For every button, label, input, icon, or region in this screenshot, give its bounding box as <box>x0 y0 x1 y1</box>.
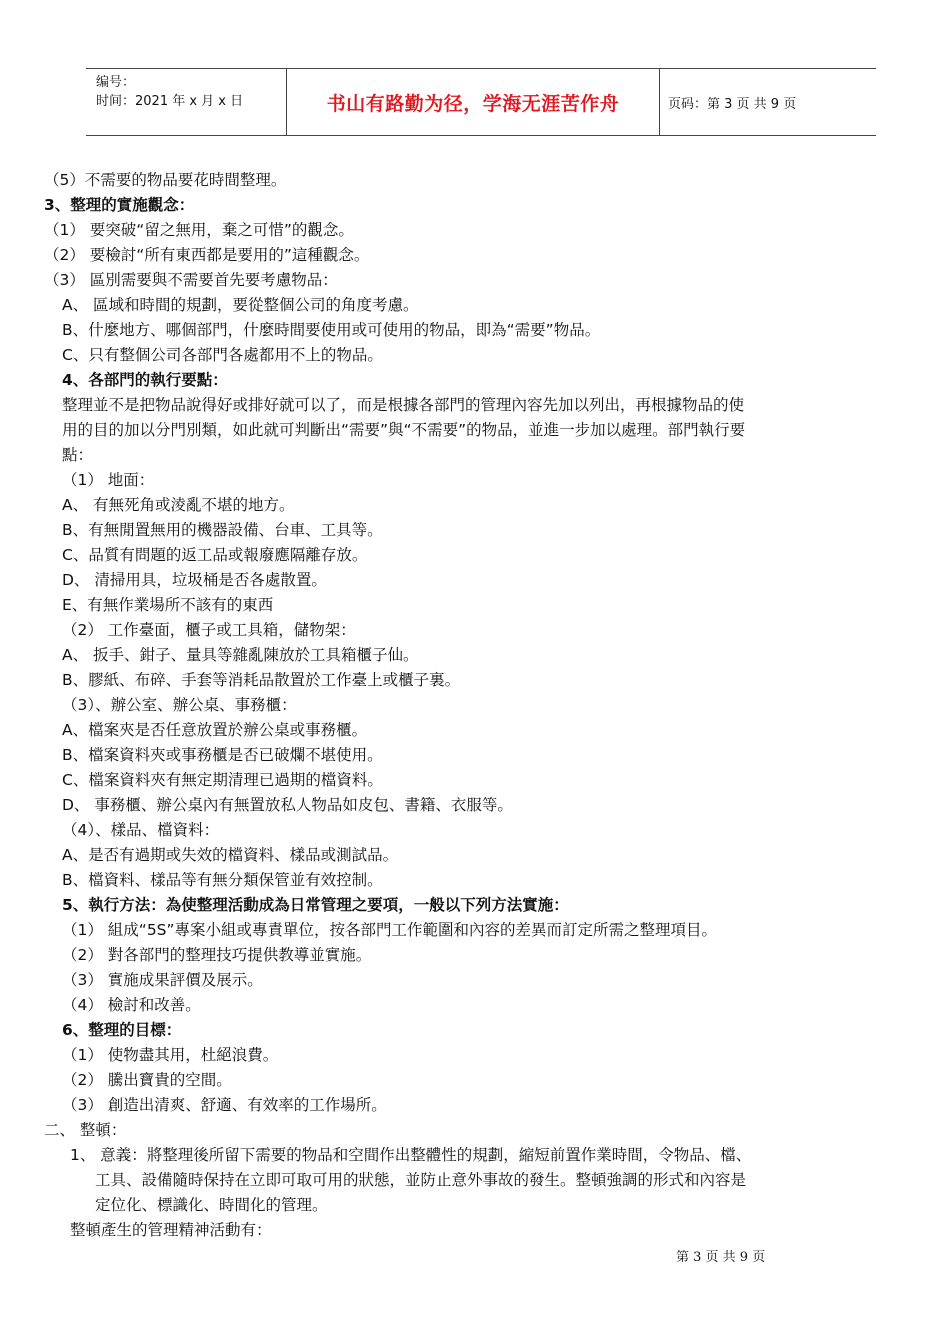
body-line: 用的目的加以分門別類，如此就可判斷出“需要”與“不需要”的物品，並進一步加以處理。部門執行要 <box>62 421 746 439</box>
body-line: （1） 地面： <box>62 471 155 489</box>
body-line: 整頓產生的管理精神活動有： <box>70 1221 272 1239</box>
body-line: （3） 創造出清爽、舒適、有效率的工作場所。 <box>62 1096 387 1114</box>
body-line: A、 區域和時間的規劃，要從整個公司的角度考慮。 <box>62 296 419 314</box>
section-heading: 6、整理的目標： <box>62 1021 182 1039</box>
body-line: （1） 組成“5S”專案小組或專責單位，按各部門工作範圍和內容的差異而訂定所需之整理項目。 <box>62 921 718 939</box>
header-left-cell <box>86 69 287 135</box>
body-line: C、檔案資料夾有無定期清理已過期的檔資料。 <box>62 771 383 789</box>
body-line: B、有無閒置無用的機器設備、台車、工具等。 <box>62 521 383 539</box>
body-line: B、膠紙、布碎、手套等消耗品散置於工作臺上或櫃子裏。 <box>62 671 461 689</box>
body-line: （4）、樣品、檔資料： <box>62 821 220 839</box>
body-line: （3）、辦公室、辦公桌、事務櫃： <box>62 696 297 714</box>
body-line: （3） 區別需要與不需要首先要考慮物品： <box>44 271 338 289</box>
body-line: C、只有整個公司各部門各處都用不上的物品。 <box>62 346 383 364</box>
header-table <box>86 68 876 136</box>
number-label: 编号： <box>96 75 136 90</box>
section-heading: 3、整理的實施觀念： <box>44 196 195 214</box>
body-line: B、檔案資料夾或事務櫃是否已破爛不堪使用。 <box>62 746 383 764</box>
body-line: （1） 要突破“留之無用，棄之可惜”的觀念。 <box>44 221 354 239</box>
page-label: 页码：第 3 页 共 9 页 <box>668 96 797 112</box>
body-line: 整理並不是把物品說得好或排好就可以了，而是根據各部門的管理內容先加以列出，再根據物品的使 <box>62 396 745 414</box>
section-heading: 4、各部門的執行要點： <box>62 371 228 389</box>
body-line: B、什麼地方、哪個部門，什麼時間要使用或可使用的物品，即為“需要”物品。 <box>62 321 601 339</box>
body-line: （5）不需要的物品要花時間整理。 <box>44 171 287 189</box>
page-footer: 第 3 页 共 9 页 <box>676 1250 766 1265</box>
body-line: D、 清掃用具，垃圾桶是否各處散置。 <box>62 571 327 589</box>
section-heading: 二、 整頓： <box>44 1121 127 1139</box>
section-heading: 5、執行方法：為使整理活動成為日常管理之要項，一般以下列方法實施： <box>62 896 569 914</box>
body-line: （2） 要檢討“所有東西都是要用的”這種觀念。 <box>44 246 370 264</box>
body-line: C、品質有問題的返工品或報廢應隔離存放。 <box>62 546 368 564</box>
motto: 书山有路勤为径，学海无涯苦作舟 <box>287 69 660 135</box>
body-line: （1） 使物盡其用，杜絕浪費。 <box>62 1046 279 1064</box>
body-line: （2） 騰出寶貴的空間。 <box>62 1071 232 1089</box>
body-line: （2） 工作臺面，櫃子或工具箱，儲物架： <box>62 621 356 639</box>
time-label: 时间：2021 年 x 月 x 日 <box>96 94 244 109</box>
body-line: 定位化、標識化、時間化的管理。 <box>95 1196 328 1214</box>
body-line: A、 有無死角或淩亂不堪的地方。 <box>62 496 295 514</box>
body-line: （3） 實施成果評價及展示。 <box>62 971 263 989</box>
body-line: B、檔資料、樣品等有無分類保管並有效控制。 <box>62 871 383 889</box>
body-line: （2） 對各部門的整理技巧提供教導並實施。 <box>62 946 372 964</box>
body-line: 點： <box>62 446 94 464</box>
body-line: 工具、設備隨時保持在立即可取可用的狀態，並防止意外事故的發生。整頓強調的形式和內容是 <box>95 1171 747 1189</box>
body-line: A、檔案夾是否任意放置於辦公桌或事務櫃。 <box>62 721 368 739</box>
body-line: E、有無作業場所不該有的東西 <box>62 596 274 614</box>
body-line: D、 事務櫃、辦公桌內有無置放私人物品如皮包、書籍、衣服等。 <box>62 796 513 814</box>
body-line: A、 扳手、鉗子、量具等雜亂陳放於工具箱櫃子仙。 <box>62 646 419 664</box>
body-line: 1、 意義：將整理後所留下需要的物品和空間作出整體性的規劃，縮短前置作業時間，令物品、檔、 <box>70 1146 752 1164</box>
body-line: A、是否有過期或失效的檔資料、樣品或測試品。 <box>62 846 399 864</box>
body-line: （4） 檢討和改善。 <box>62 996 201 1014</box>
